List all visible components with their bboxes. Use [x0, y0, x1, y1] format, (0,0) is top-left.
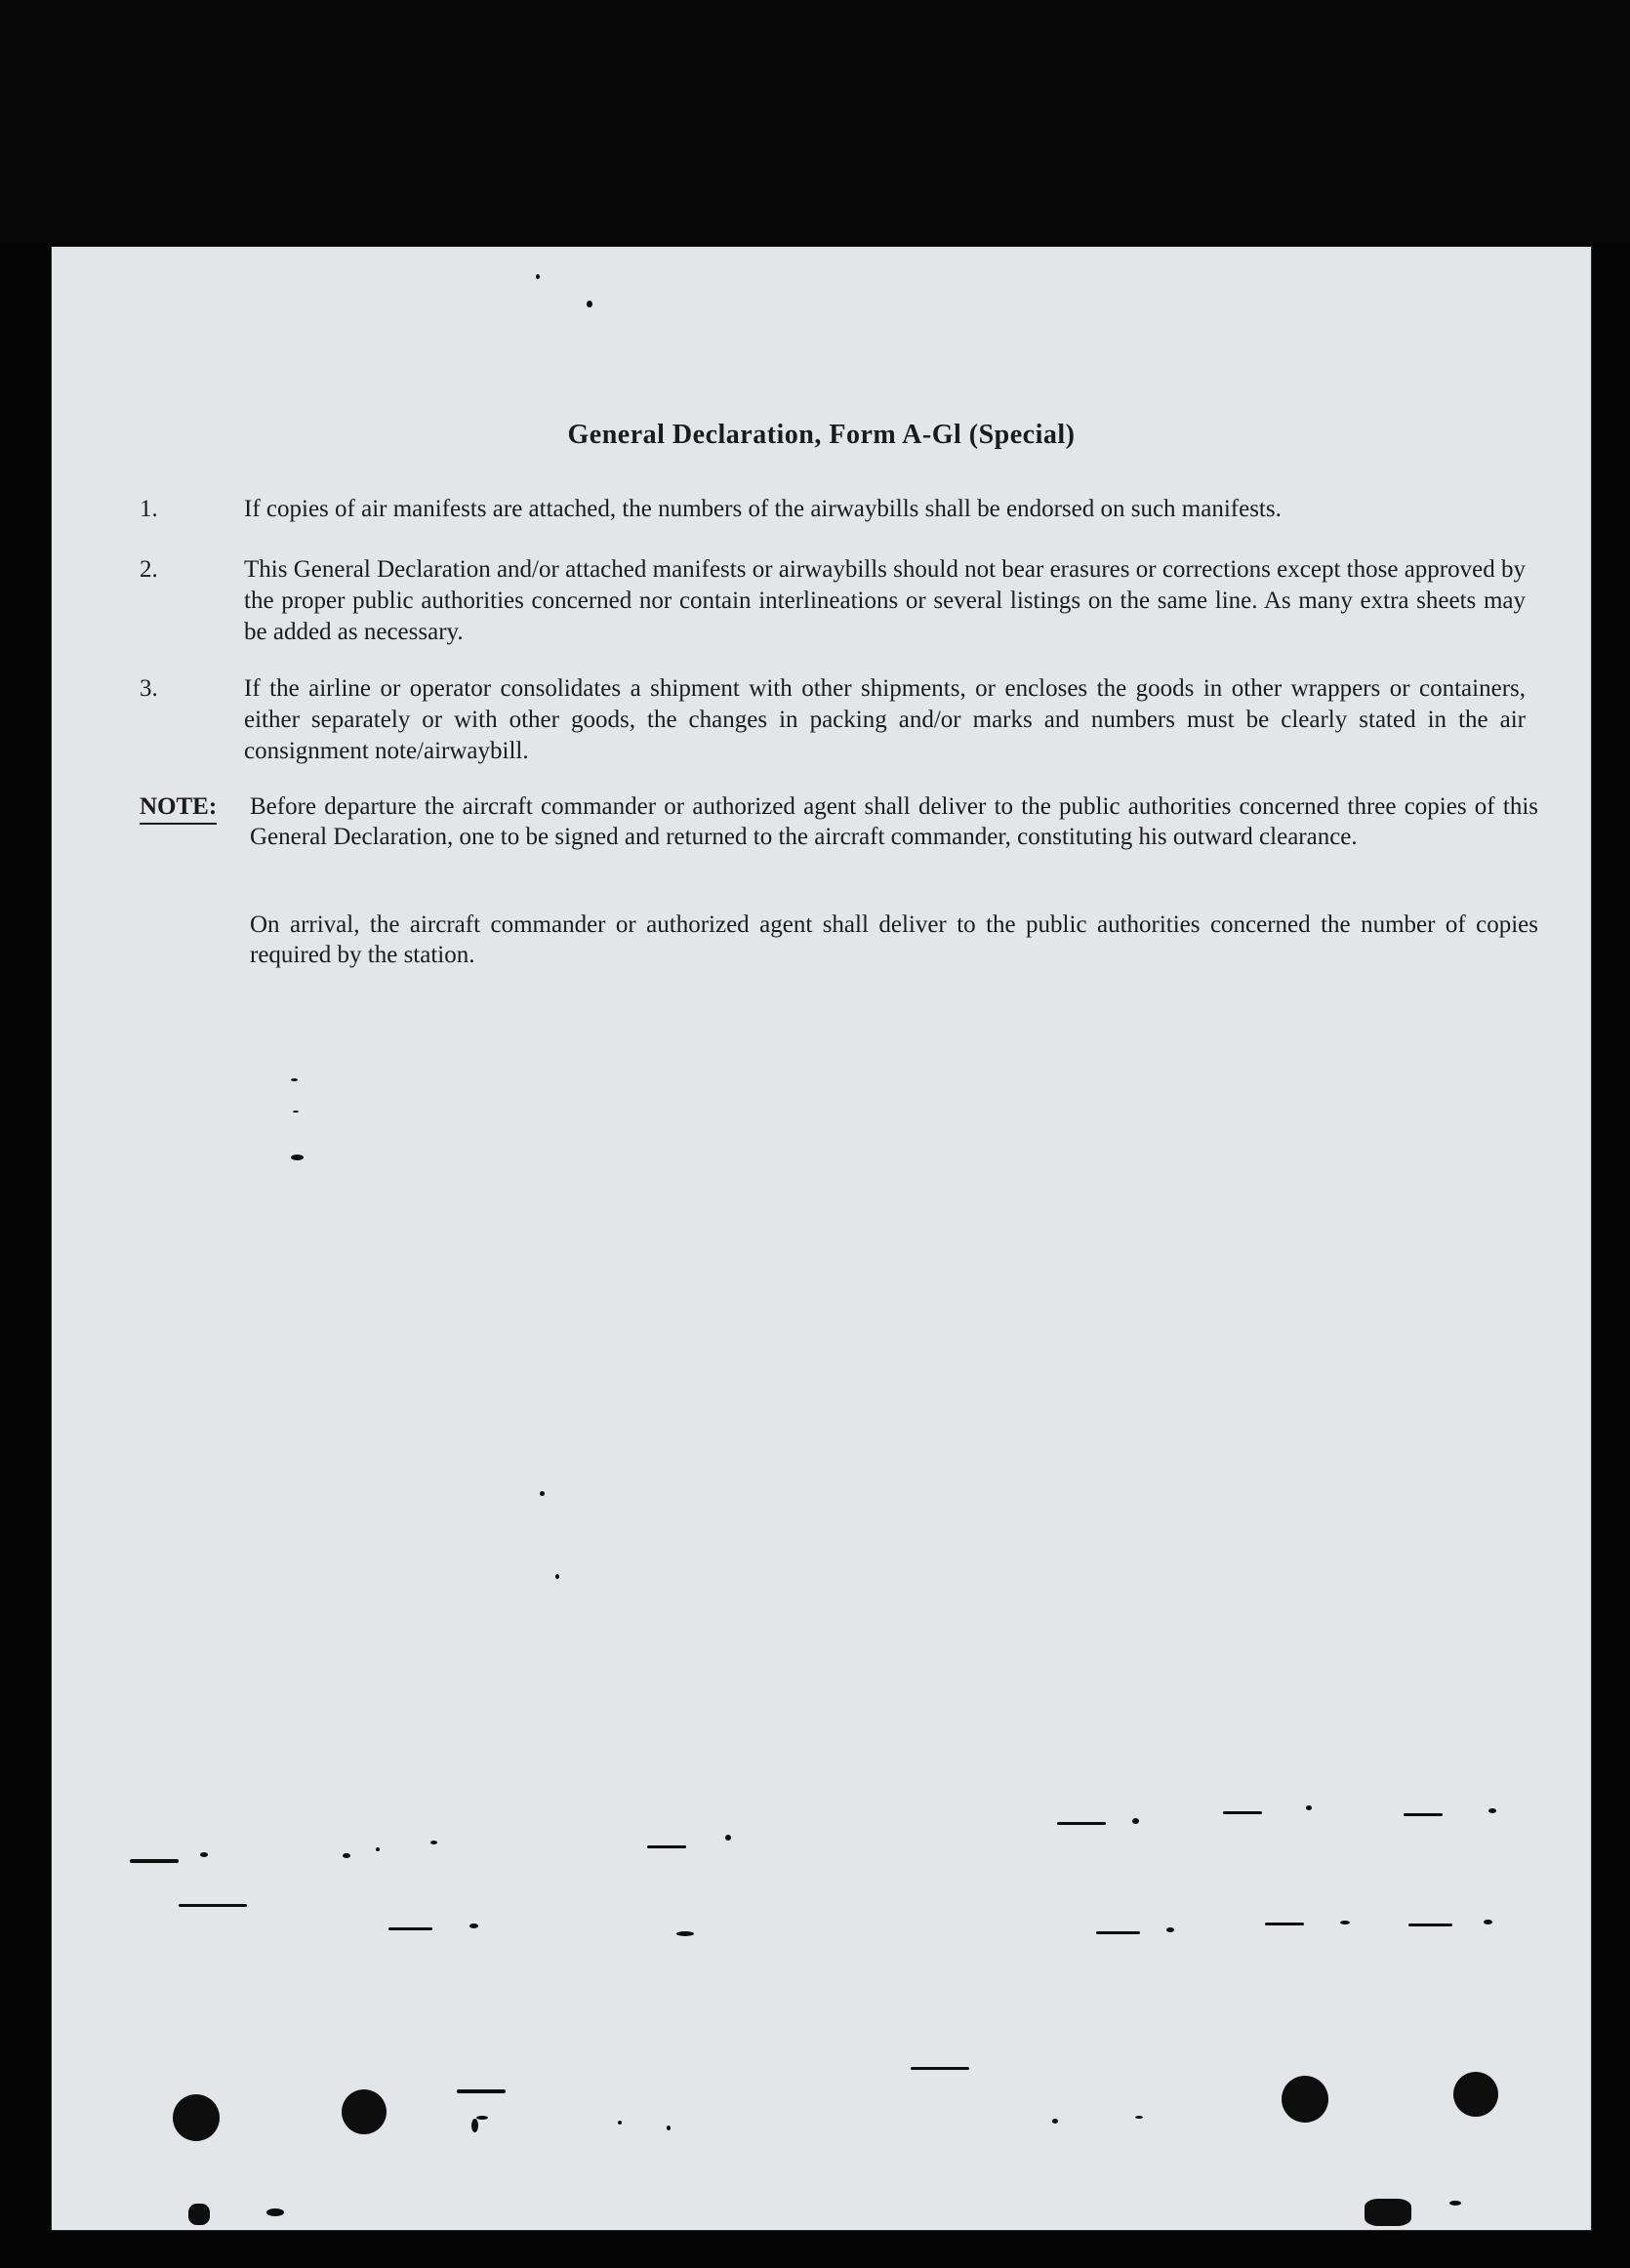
scan-speck — [130, 1859, 179, 1863]
item-number: 2. — [140, 556, 158, 583]
instruction-item-2 — [140, 554, 1526, 648]
document-content — [52, 247, 1591, 2230]
scan-background — [0, 0, 1630, 244]
scan-speck — [1052, 2119, 1058, 2124]
scan-speck — [430, 1841, 437, 1844]
scan-speck — [1365, 2199, 1411, 2226]
scan-speck — [911, 2067, 969, 2070]
scan-speck — [1488, 1808, 1496, 1813]
scan-speck — [388, 1927, 432, 1930]
scan-speck — [1484, 1920, 1492, 1924]
item-text: If copies of air manifests are attached, the numbers of the airwaybills shall be endorsed on such manifests. — [244, 496, 1282, 522]
scan-speck — [587, 301, 592, 307]
scan-speck — [1340, 1921, 1350, 1924]
note-paragraph-1: Before departure the aircraft commander or authorized agent shall deliver to the public authorities concerned three copies of this General Declaration, one to be signed and returned to the aircraft commander, constituting his outward clearance. — [250, 793, 1538, 850]
scan-speck — [1408, 1924, 1452, 1926]
document-page — [52, 247, 1591, 2230]
scan-speck — [1306, 1805, 1312, 1810]
scan-speck — [266, 2208, 284, 2216]
scan-speck — [343, 1853, 350, 1858]
punch-hole — [342, 2089, 387, 2134]
item-text: This General Declaration and/or attached manifests or airwaybills should not bear erasures or corrections except those approved by the proper public authorities concerned nor contain interlineations or several listings on the same line. As many extra sheets may be added as necessary. — [244, 556, 1526, 645]
item-number: 1. — [140, 496, 158, 522]
document-title: General Declaration, Form A-Gl (Special) — [567, 420, 1076, 450]
item-text: If the airline or operator consolidates a shipment with other shipments, or encloses the goods in other wrappers or containers, either separately or with other goods, the changes in packing and/or marks and numbers must be clearly stated in the air consignment note/airwaybill. — [244, 675, 1526, 764]
scan-speck — [291, 1078, 298, 1081]
scan-speck — [536, 274, 540, 279]
scan-speck — [1132, 1818, 1139, 1824]
scan-speck — [676, 1931, 694, 1936]
scan-speck — [476, 2116, 488, 2120]
scan-speck — [540, 1491, 545, 1496]
instruction-item-3 — [140, 673, 1526, 767]
scan-speck — [469, 1924, 478, 1928]
scan-speck — [1057, 1822, 1106, 1825]
punch-hole — [1453, 2072, 1498, 2117]
punch-hole — [1282, 2076, 1328, 2123]
scan-speck — [291, 1154, 304, 1160]
instruction-item-1 — [140, 494, 1526, 525]
scan-speck — [1265, 1923, 1304, 1925]
scan-speck — [188, 2204, 210, 2225]
note-paragraph-2: On arrival, the aircraft commander or authorized agent shall deliver to the public authorities concerned the number of copies required by the station. — [250, 911, 1538, 968]
item-number: 3. — [140, 675, 158, 702]
note-label: NOTE: — [140, 791, 217, 825]
scan-speck — [725, 1835, 731, 1841]
scan-speck — [647, 1845, 686, 1848]
scan-speck — [457, 2089, 506, 2093]
scan-speck — [1223, 1811, 1262, 1814]
scan-speck — [1449, 2201, 1461, 2206]
scan-speck — [293, 1111, 299, 1113]
scan-speck — [618, 2121, 622, 2125]
scan-speck — [471, 2119, 478, 2132]
scan-speck — [1096, 1931, 1140, 1934]
scan-speck — [667, 2126, 671, 2130]
punch-hole — [173, 2094, 220, 2141]
scan-speck — [1404, 1813, 1443, 1816]
scan-speck — [200, 1852, 208, 1857]
scan-speck — [1135, 2116, 1143, 2119]
scan-speck — [376, 1847, 380, 1851]
scan-speck — [179, 1904, 247, 1907]
scan-speck — [555, 1574, 559, 1579]
scan-speck — [1166, 1927, 1174, 1932]
